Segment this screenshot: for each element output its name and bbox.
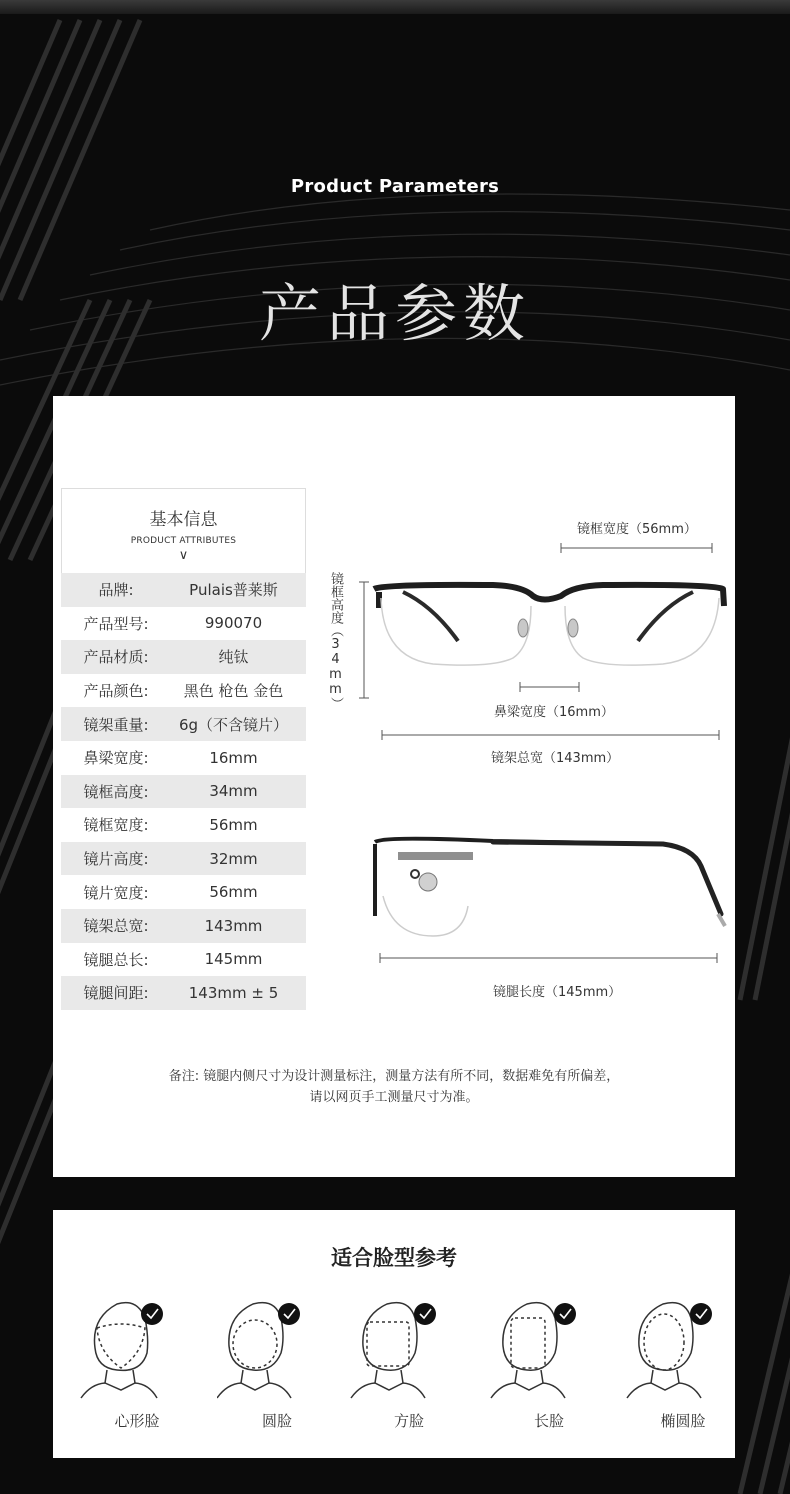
attr-key: 产品材质: bbox=[83, 648, 149, 667]
section-title-cn: 产品参数 bbox=[258, 277, 531, 350]
chevron-down-icon: ∨ bbox=[178, 548, 189, 563]
face-shape-title: 适合脸型参考 bbox=[331, 1246, 457, 1270]
attributes-title: 基本信息 bbox=[149, 510, 218, 530]
heart-face-icon bbox=[77, 1298, 197, 1408]
attr-value: 16mm bbox=[209, 748, 258, 767]
long-face-icon bbox=[489, 1298, 609, 1408]
glasses-side-view bbox=[375, 839, 725, 936]
attr-key: 镜腿间距: bbox=[83, 984, 149, 1003]
attr-key: 镜片宽度: bbox=[83, 883, 149, 902]
attr-value: 145mm bbox=[204, 950, 263, 969]
attr-key: 镜腿总长: bbox=[83, 950, 149, 969]
square-face-icon bbox=[349, 1298, 469, 1408]
measurement-note bbox=[53, 1066, 735, 1108]
frame-width-label: 镜框宽度（56mm） bbox=[577, 522, 697, 537]
face-item-heart bbox=[77, 1298, 197, 1448]
attr-value: 990070 bbox=[204, 614, 263, 633]
total-width-label: 镜架总宽（143mm） bbox=[491, 751, 620, 766]
bridge-width-label: 鼻梁宽度（16mm） bbox=[494, 705, 614, 720]
face-label: 长脸 bbox=[533, 1412, 564, 1430]
note-line-2: 请以网页手工测量尺寸为准。 bbox=[309, 1090, 479, 1105]
attr-value: 56mm bbox=[209, 815, 258, 834]
face-label: 心形脸 bbox=[114, 1412, 160, 1430]
attr-value: 32mm bbox=[209, 849, 258, 868]
face-label: 圆脸 bbox=[261, 1412, 292, 1430]
attr-key: 镜架重量: bbox=[83, 715, 149, 734]
frame-height-label: 镜框高度（34mm） bbox=[328, 572, 343, 710]
temple-length-label: 镜腿长度（145mm） bbox=[493, 985, 622, 1000]
attr-value: 56mm bbox=[209, 883, 258, 902]
attr-value: 143mm ± 5 bbox=[188, 983, 279, 1002]
section-title-en: Product Parameters bbox=[290, 176, 500, 197]
face-label: 椭圆脸 bbox=[660, 1412, 706, 1430]
glasses-front-view bbox=[374, 585, 724, 665]
face-item-oval bbox=[623, 1298, 743, 1448]
face-item-round bbox=[217, 1298, 337, 1448]
face-label: 方脸 bbox=[393, 1412, 424, 1430]
attributes-subtitle: PRODUCT ATTRIBUTES bbox=[130, 536, 237, 546]
note-line-1: 备注: 镜腿内侧尺寸为设计测量标注，测量方法有所不同，数据难免有所偏差， bbox=[168, 1069, 620, 1084]
glasses-diagram bbox=[53, 396, 735, 1036]
attr-key: 鼻梁宽度: bbox=[83, 749, 149, 768]
face-shape-panel bbox=[53, 1210, 735, 1458]
attr-value: 6g（不含镜片） bbox=[178, 715, 289, 734]
attr-value: 143mm bbox=[204, 916, 263, 935]
attr-value: Pulais普莱斯 bbox=[189, 581, 278, 600]
attr-key: 品牌: bbox=[98, 581, 134, 600]
round-face-icon bbox=[217, 1298, 337, 1408]
attr-key: 产品颜色: bbox=[83, 682, 149, 701]
oval-face-icon bbox=[623, 1298, 743, 1408]
attr-key: 镜片高度: bbox=[83, 850, 149, 869]
attr-key: 产品型号: bbox=[83, 614, 149, 633]
face-item-square bbox=[349, 1298, 469, 1448]
attr-key: 镜框高度: bbox=[83, 782, 149, 801]
attr-key: 镜框宽度: bbox=[83, 816, 149, 835]
parameters-panel bbox=[53, 396, 735, 1177]
face-item-long bbox=[489, 1298, 609, 1448]
attr-key: 镜架总宽: bbox=[83, 917, 149, 936]
attr-value: 34mm bbox=[209, 782, 258, 801]
top-bar bbox=[0, 0, 790, 14]
attr-value: 纯钛 bbox=[218, 648, 249, 667]
attr-value: 黑色 枪色 金色 bbox=[183, 682, 284, 701]
